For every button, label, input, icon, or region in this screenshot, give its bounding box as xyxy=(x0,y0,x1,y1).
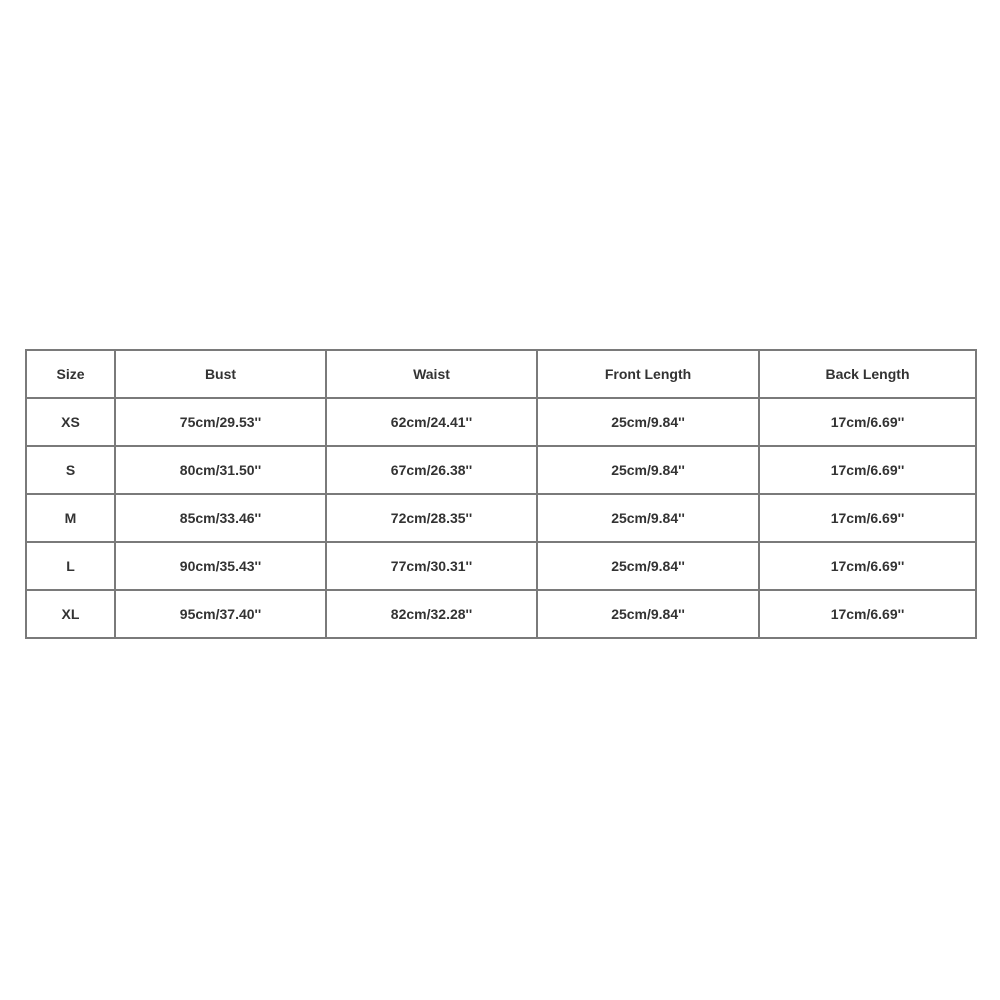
header-bust: Bust xyxy=(115,350,326,398)
cell-back-length: 17cm/6.69'' xyxy=(759,542,976,590)
cell-back-length: 17cm/6.69'' xyxy=(759,446,976,494)
header-back-length: Back Length xyxy=(759,350,976,398)
cell-size: XS xyxy=(26,398,115,446)
cell-waist: 67cm/26.38'' xyxy=(326,446,537,494)
cell-bust: 95cm/37.40'' xyxy=(115,590,326,638)
cell-front-length: 25cm/9.84'' xyxy=(537,494,759,542)
header-waist: Waist xyxy=(326,350,537,398)
cell-size: M xyxy=(26,494,115,542)
table-row xyxy=(26,542,976,590)
cell-bust: 80cm/31.50'' xyxy=(115,446,326,494)
table-row xyxy=(26,590,976,638)
cell-front-length: 25cm/9.84'' xyxy=(537,446,759,494)
cell-back-length: 17cm/6.69'' xyxy=(759,494,976,542)
cell-front-length: 25cm/9.84'' xyxy=(537,398,759,446)
table-row xyxy=(26,494,976,542)
cell-waist: 77cm/30.31'' xyxy=(326,542,537,590)
size-chart-table xyxy=(25,349,977,639)
cell-bust: 75cm/29.53'' xyxy=(115,398,326,446)
cell-bust: 85cm/33.46'' xyxy=(115,494,326,542)
cell-back-length: 17cm/6.69'' xyxy=(759,398,976,446)
cell-waist: 72cm/28.35'' xyxy=(326,494,537,542)
cell-front-length: 25cm/9.84'' xyxy=(537,590,759,638)
header-size: Size xyxy=(26,350,115,398)
cell-bust: 90cm/35.43'' xyxy=(115,542,326,590)
header-row xyxy=(26,350,976,398)
table-body xyxy=(26,398,976,638)
table-header xyxy=(26,350,976,398)
cell-front-length: 25cm/9.84'' xyxy=(537,542,759,590)
cell-waist: 62cm/24.41'' xyxy=(326,398,537,446)
cell-size: XL xyxy=(26,590,115,638)
table-row xyxy=(26,446,976,494)
cell-waist: 82cm/32.28'' xyxy=(326,590,537,638)
cell-size: S xyxy=(26,446,115,494)
header-front-length: Front Length xyxy=(537,350,759,398)
table-row xyxy=(26,398,976,446)
cell-back-length: 17cm/6.69'' xyxy=(759,590,976,638)
cell-size: L xyxy=(26,542,115,590)
